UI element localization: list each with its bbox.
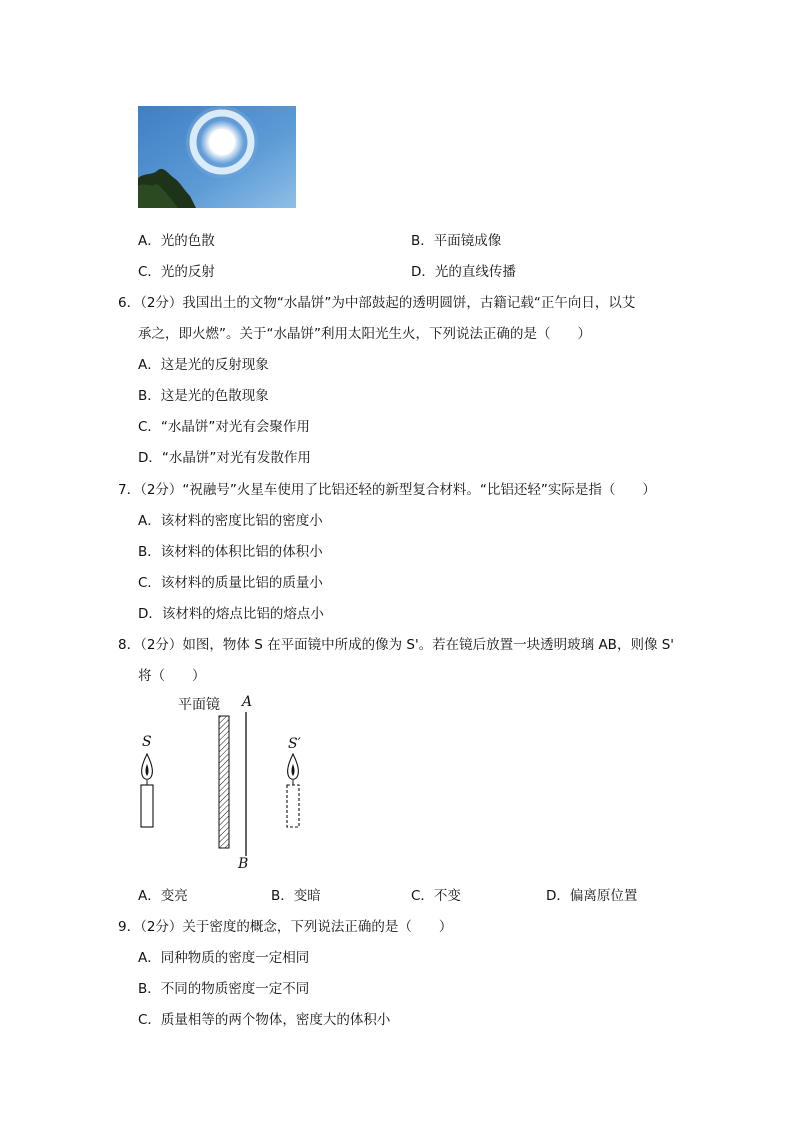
q6-option-c: C．“水晶饼”对光有会聚作用 bbox=[138, 419, 310, 435]
q5-option-a: A．光的色散 bbox=[138, 233, 215, 249]
q5-option-c: C．光的反射 bbox=[138, 264, 215, 280]
q8-option-c: C．不变 bbox=[411, 888, 461, 904]
q9-option-b: B．不同的物质密度一定不同 bbox=[138, 981, 310, 997]
q8-stem-line1: 8．（2分）如图，物体 S 在平面镜中所成的像为 S'。若在镜后放置一块透明玻璃 AB，则像 S' bbox=[118, 637, 675, 653]
q9-option-a: A．同种物质的密度一定相同 bbox=[138, 950, 310, 966]
q5-option-d: D．光的直线传播 bbox=[411, 264, 516, 280]
mirror-label: 平面镜 bbox=[178, 697, 220, 713]
mirror-diagram bbox=[130, 688, 330, 878]
q6-option-b: B．这是光的色散现象 bbox=[138, 388, 269, 404]
image-label-s-prime: S′ bbox=[288, 736, 301, 752]
q8-option-a: A．变亮 bbox=[138, 888, 188, 904]
q6-stem-line2: 承之，即火燃”。关于“水晶饼”利用太阳光生火，下列说法正确的是（ ） bbox=[138, 326, 591, 342]
q6-option-a: A．这是光的反射现象 bbox=[138, 357, 269, 373]
glass-label-b: B bbox=[238, 856, 249, 872]
q8-option-d: D．偏离原位置 bbox=[546, 888, 638, 904]
q7-option-d: D．该材料的熔点比铝的熔点小 bbox=[138, 606, 324, 622]
q6-stem-line1: 6．（2分）我国出土的文物“水晶饼”为中部鼓起的透明圆饼，古籍记载“正午向日，以艾 bbox=[118, 295, 636, 311]
q7-stem: 7．（2分）“祝融号”火星车使用了比铝还轻的新型复合材料。“比铝还轻”实际是指（ ） bbox=[118, 482, 656, 498]
candle-image-s-prime bbox=[287, 785, 299, 827]
candle-s bbox=[141, 785, 153, 827]
q9-stem: 9．（2分）关于密度的概念，下列说法正确的是（ ） bbox=[118, 919, 453, 935]
q8-option-b: B．变暗 bbox=[271, 888, 321, 904]
sun-halo-photo bbox=[138, 106, 296, 208]
q6-option-d: D．“水晶饼”对光有发散作用 bbox=[138, 450, 311, 466]
q7-option-a: A．该材料的密度比铝的密度小 bbox=[138, 513, 323, 529]
q5-option-b: B．平面镜成像 bbox=[411, 233, 502, 249]
q8-stem-line2: 将（ ） bbox=[138, 668, 206, 684]
q9-option-c: C．质量相等的两个物体，密度大的体积小 bbox=[138, 1012, 391, 1028]
q7-option-c: C．该材料的质量比铝的质量小 bbox=[138, 575, 323, 591]
plane-mirror bbox=[219, 716, 229, 848]
glass-label-a: A bbox=[242, 694, 253, 710]
q7-option-b: B．该材料的体积比铝的体积小 bbox=[138, 544, 323, 560]
object-label-s: S bbox=[142, 734, 152, 750]
